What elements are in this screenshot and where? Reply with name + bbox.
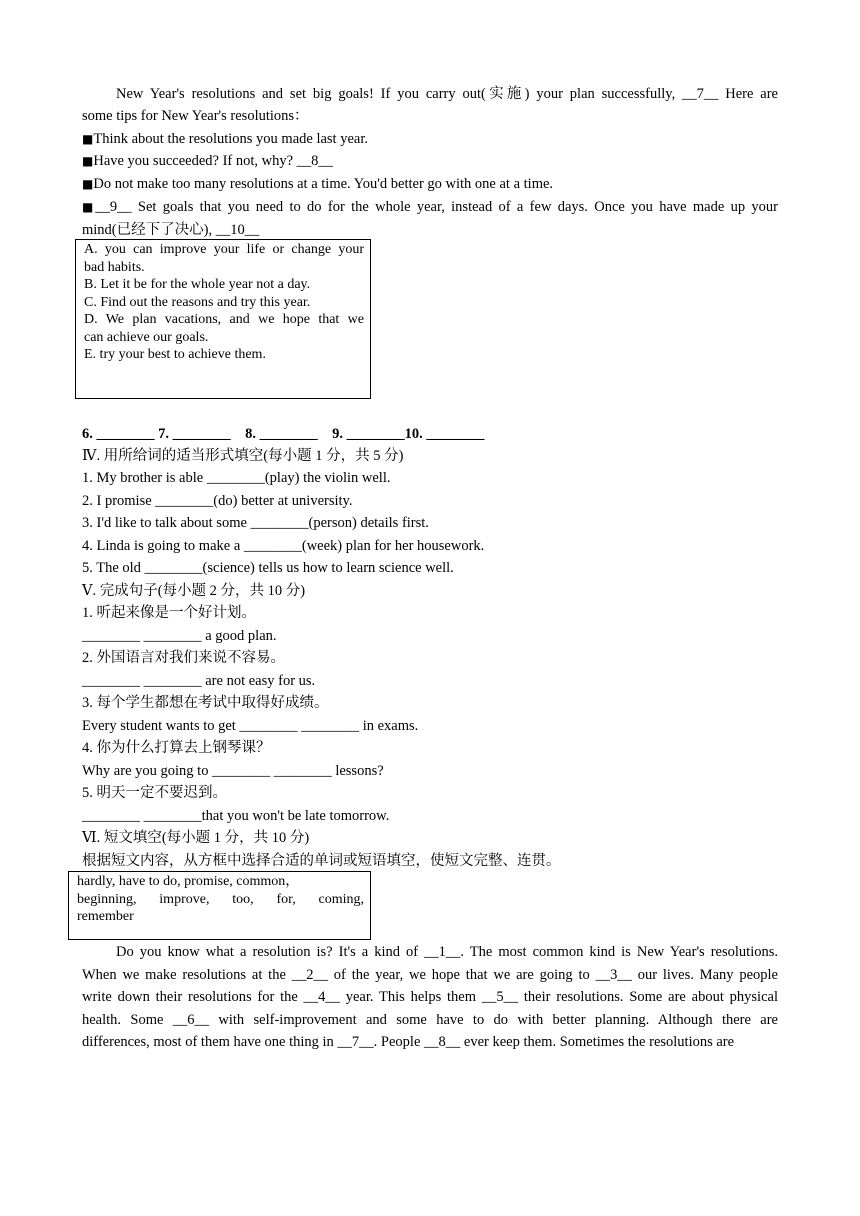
option-e: E. try your best to achieve them.: [84, 347, 266, 362]
section-5-a1: ________ ________ a good plan.: [82, 628, 277, 644]
bullet-square-icon: ■: [82, 132, 94, 146]
word-bank-box: [68, 871, 371, 940]
section-4-q2: 2. I promise ________(do) better at university.: [82, 493, 353, 509]
bullet-square-icon: ■: [82, 200, 94, 214]
passage-line-1: New Year's resolutions and set big goals! If you carry out(实施) your plan successfully, __7__ Here are: [116, 86, 778, 102]
options-box: [75, 239, 371, 399]
tip-item-2: [82, 150, 778, 172]
option-c: C. Find out the reasons and try this year.: [84, 294, 311, 310]
cloze-line-4: health. Some __6__ with self-improvement and some have to do with better planning. Although there are: [82, 1012, 778, 1028]
section-5-a2: ________ ________ are not easy for us.: [82, 673, 316, 689]
tip-item-3: [82, 173, 778, 195]
cloze-line-5: differences, most of them have one thing in __7__. People __8__ ever keep them. Sometimes the resolutions are: [82, 1034, 735, 1050]
bullet-square-icon: ■: [82, 177, 94, 191]
answer-row: 6. ________ 7. ________ 8. ________ 9. ________10. ________: [82, 426, 485, 442]
section-6-header: Ⅵ. 短文填空(每小题 1 分，共 10 分): [82, 830, 310, 846]
section-5-q2: 2. 外国语言对我们来说不容易。: [82, 650, 285, 666]
bullet-square-icon: ■: [82, 154, 94, 168]
tip-text: Do not make too many resolutions at a time. You'd better go with one at a time.: [93, 176, 554, 192]
tip-text: __9__ Set goals that you need to do for the whole year, instead of a few days. Once you have made up your: [95, 199, 778, 215]
section-6-instruction: 根据短文内容，从方框中选择合适的单词或短语填空，使短文完整、连贯。: [82, 853, 561, 869]
tip-item-4-cont: mind(已经下了决心), __10__: [82, 222, 260, 238]
section-5-q5: 5. 明天一定不要迟到。: [82, 785, 227, 801]
cloze-line-1: Do you know what a resolution is? It's a kind of __1__. The most common kind is New Year's resolutions.: [116, 944, 778, 960]
section-4-q4: 4. Linda is going to make a ________(week) plan for her housework.: [82, 538, 485, 554]
word-bank-line-2: beginning, improve, too, for, coming,: [77, 891, 364, 907]
section-4-q5: 5. The old ________(science) tells us how to learn science well.: [82, 560, 454, 576]
option-a-line-1: A. you can improve your life or change your: [84, 242, 364, 257]
word-bank-line-1: hardly, have to do, promise, common，: [77, 874, 300, 889]
cloze-line-3: write down their resolutions for the __4__ year. This helps them __5__ their resolutions. Some are about physical: [82, 989, 778, 1005]
section-4-q3: 3. I'd like to talk about some ________(person) details first.: [82, 515, 429, 531]
section-5-q4: 4. 你为什么打算去上钢琴课？: [82, 740, 271, 756]
cloze-line-2: When we make resolutions at the __2__ of the year, we hope that we are going to __3__ our lives. Many people: [82, 967, 778, 983]
section-5-q3: 3. 每个学生都想在考试中取得好成绩。: [82, 695, 329, 711]
section-5-a5: ________ ________that you won't be late tomorrow.: [82, 808, 390, 824]
section-5-header: Ⅴ. 完成句子(每小题 2 分，共 10 分): [82, 583, 306, 599]
section-4-header: Ⅳ. 用所给词的适当形式填空(每小题 1 分，共 5 分): [82, 448, 404, 464]
word-bank-line-3: remember: [77, 909, 134, 924]
option-b: B. Let it be for the whole year not a day.: [84, 277, 311, 292]
option-d-line-1: D. We plan vacations, and we hope that we: [84, 312, 364, 327]
tip-item-1: [82, 128, 778, 150]
tip-item-4: [82, 196, 778, 218]
tip-text: Think about the resolutions you made last year.: [93, 131, 368, 147]
option-a-line-2: bad habits.: [84, 259, 145, 275]
section-4-q1: 1. My brother is able ________(play) the violin well.: [82, 470, 391, 486]
section-5-a3: Every student wants to get ________ ________ in exams.: [82, 718, 419, 734]
tip-text: Have you succeeded? If not, why? __8__: [93, 153, 333, 169]
section-5-a4: Why are you going to ________ ________ lessons?: [82, 763, 384, 779]
option-d-line-2: can achieve our goals.: [84, 329, 209, 345]
passage-line-2: some tips for New Year's resolutions：: [82, 108, 309, 124]
section-5-q1: 1. 听起来像是一个好计划。: [82, 605, 256, 621]
